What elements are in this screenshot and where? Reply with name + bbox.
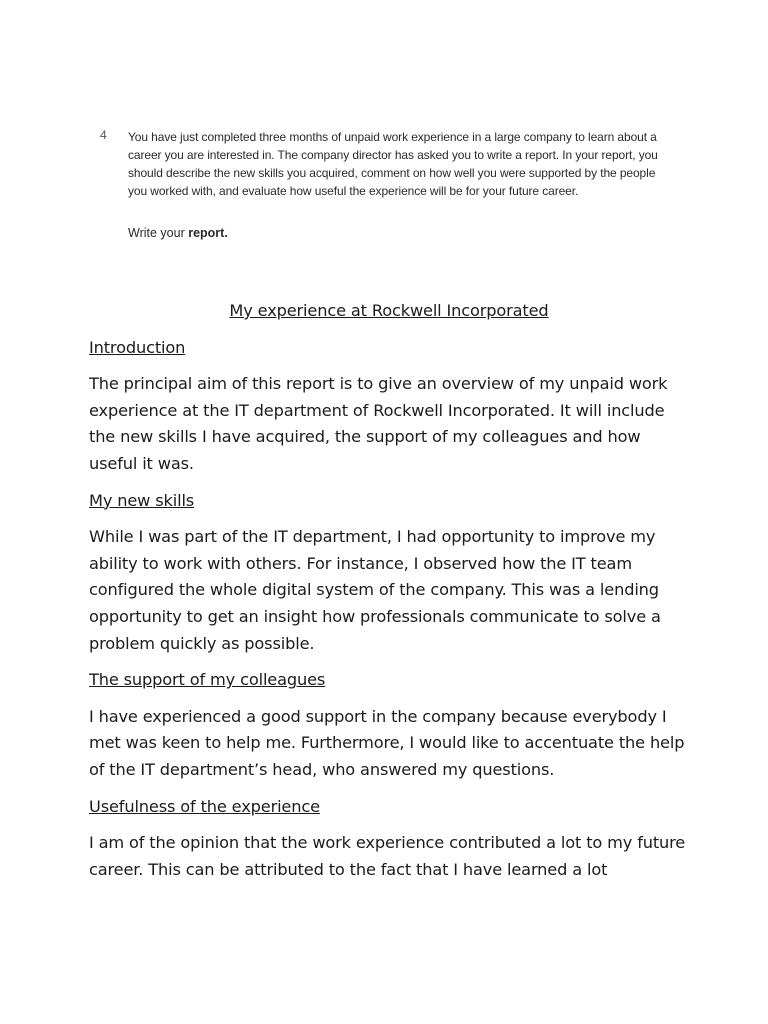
question-number: 4 (100, 128, 107, 142)
section-paragraph-support: I have experienced a good support in the company because everybody I met was keen to help me. Furthermore, I would like to accentuate the help of the IT department’s head, who answered my questions. (89, 706, 685, 779)
essay-body (89, 298, 689, 893)
section-paragraph-introduction: The principal aim of this report is to give an overview of my unpaid work experience at the IT department of Rockwell Incorporated. It will include the new skills I have acquired, the support of my colleagues and how useful it was. (89, 374, 668, 473)
question-text: You have just completed three months of unpaid work experience in a large company to learn about a career you are interested in. The company director has asked you to write a report. In your report, you should describe the new skills you acquired, comment on how well you were supported by the people you worked with, and evaluate how useful the experience will be for your future career. (128, 130, 658, 198)
section-paragraph-new-skills: While I was part of the IT department, I had opportunity to improve my ability to work with others. For instance, I observed how the IT team configured the whole digital system of the company. This was a lending opportunity to get an insight how professionals communicate to solve a problem quickly as possible. (89, 527, 661, 653)
question-instruction (128, 226, 228, 240)
instruction-prefix: Write your (128, 226, 189, 240)
section-heading-new-skills: My new skills (89, 490, 195, 510)
section-heading-introduction: Introduction (89, 337, 186, 357)
section-paragraph-usefulness: I am of the opinion that the work experience contributed a lot to my future career. This can be attributed to the fact that I have learned a lot (89, 833, 686, 879)
exam-prompt-scan (96, 122, 696, 262)
instruction-bold: report. (188, 226, 228, 240)
watermark-text (96, 261, 183, 262)
section-heading-support: The support of my colleagues (89, 670, 326, 690)
essay-title: My experience at Rockwell Incorporated (229, 301, 549, 320)
section-heading-usefulness: Usefulness of the experience (89, 796, 320, 816)
